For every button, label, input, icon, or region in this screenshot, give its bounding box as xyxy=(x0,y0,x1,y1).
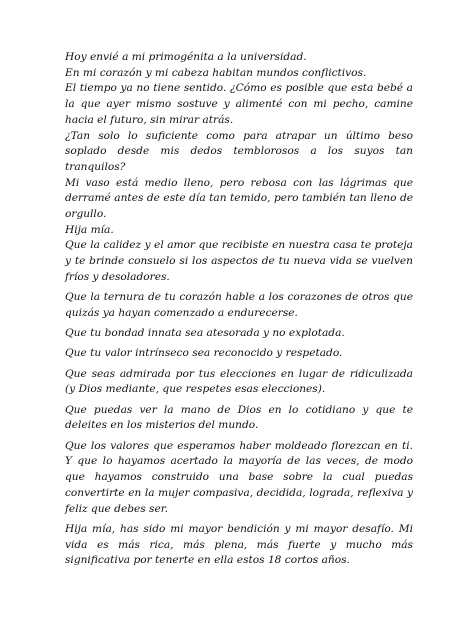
paragraph-greatest-blessing: Hija mía, has sido mi mayor bendición y mi mayor desafío. Mi vida es más rica, más plena, más fuerte y mucho más significativa por tenerte en ella estos 18 cortos años. xyxy=(65,522,413,567)
paragraph-tenderness: Que la ternura de tu corazón hable a los corazones de otros que quizás ya hayan comenzado a endurecerse. xyxy=(65,291,413,319)
paragraph-admired-choices: Que seas admirada por tus elecciones en lugar de ridiculizada (y Dios mediante, que respetes esas elecciones). xyxy=(65,367,413,396)
paragraph-conflicting-worlds: En mi corazón y mi cabeza habitan mundos conflictivos. xyxy=(65,66,367,79)
paragraph-values-flourish: Que los valores que esperamos haber moldeado florezcan en ti. Y que lo hayamos acertado la mayoría de las veces, de modo que hayamos construido una base sobre la cual puedas convertirte en la mujer compasiva, decidida, lograda, reflexiva y feliz que debes ser. xyxy=(65,439,413,515)
paragraph-hand-of-god: Que puedas ver la mano de Dios en lo cotidiano y que te deleites en los misterios del mundo. xyxy=(65,403,413,432)
letter-body xyxy=(65,50,413,569)
paragraph-time-has-no-meaning: El tiempo ya no tiene sentido. ¿Cómo es posible que esta bebé a la que ayer mismo sostuve y alimenté con mi pecho, camine hacia el futuro, sin mirar atrás. xyxy=(65,82,413,126)
paragraph-intrinsic-value: Que tu valor intrínseco sea reconocido y respetado. xyxy=(65,347,343,360)
paragraph-hija-mia: Hija mía. xyxy=(65,223,114,236)
paragraph-warmth-and-love: Que la calidez y el amor que recibiste en nuestra casa te proteja y te brinde consuelo si los aspectos de tu nueva vida se vuelven fríos y desoladores. xyxy=(65,239,413,283)
paragraph-kindness: Que tu bondad innata sea atesorada y no explotada. xyxy=(65,327,345,340)
paragraph-last-kiss: ¿Tan solo lo suficiente como para atrapar un último beso soplado desde mis dedos temblorosos a los suyos tan tranquilos? xyxy=(65,129,413,173)
paragraph-sent-to-university: Hoy envié a mi primogénita a la universidad. xyxy=(65,51,307,63)
paragraph-glass-half-full: Mi vaso está medio lleno, pero rebosa con las lágrimas que derramé antes de este día tan temido, pero también tan lleno de orgullo. xyxy=(65,176,413,221)
